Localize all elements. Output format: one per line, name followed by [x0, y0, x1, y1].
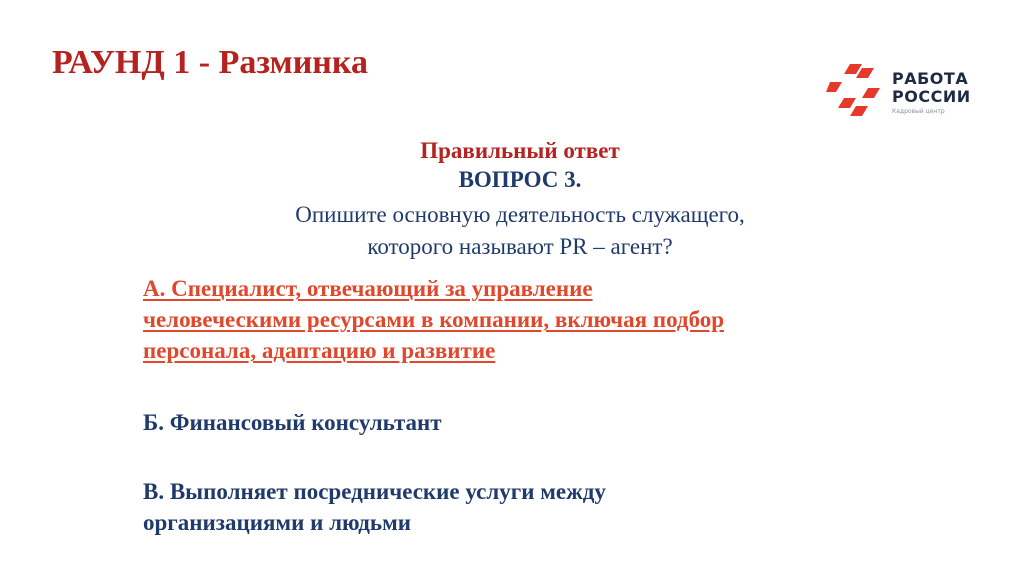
answer-a-line-2: человеческими ресурсами в компании, включая подбор: [143, 307, 725, 332]
logo-mark-icon: [826, 62, 884, 122]
rabota-rossii-logo: [826, 62, 986, 122]
correct-answer-label: Правильный ответ: [420, 138, 620, 163]
question-number: ВОПРОС 3.: [458, 167, 582, 192]
answer-option-a: [143, 273, 724, 366]
logo-text: [892, 70, 971, 106]
logo-line-2: РОССИИ: [892, 87, 971, 106]
answer-a-line-1: А. Специалист, отвечающий за управление: [143, 276, 593, 301]
question-text-line-1: Опишите основную деятельность служащего,: [295, 202, 745, 227]
slide-title: РАУНД 1 - Разминка: [52, 44, 368, 81]
answer-a-line-3: персонала, адаптацию и развитие: [143, 338, 496, 363]
question-text-line-2: которого называют PR – агент?: [367, 234, 673, 259]
answer-c-line-2: организациями и людьми: [143, 510, 411, 535]
logo-subtitle: Кадровый центр: [892, 108, 945, 115]
logo-line-1: РАБОТА: [892, 69, 969, 88]
answer-option-b: Б. Финансовый консультант: [143, 410, 442, 435]
answer-option-c: [143, 476, 606, 538]
answer-c-line-1: В. Выполняет посреднические услуги между: [143, 479, 606, 504]
